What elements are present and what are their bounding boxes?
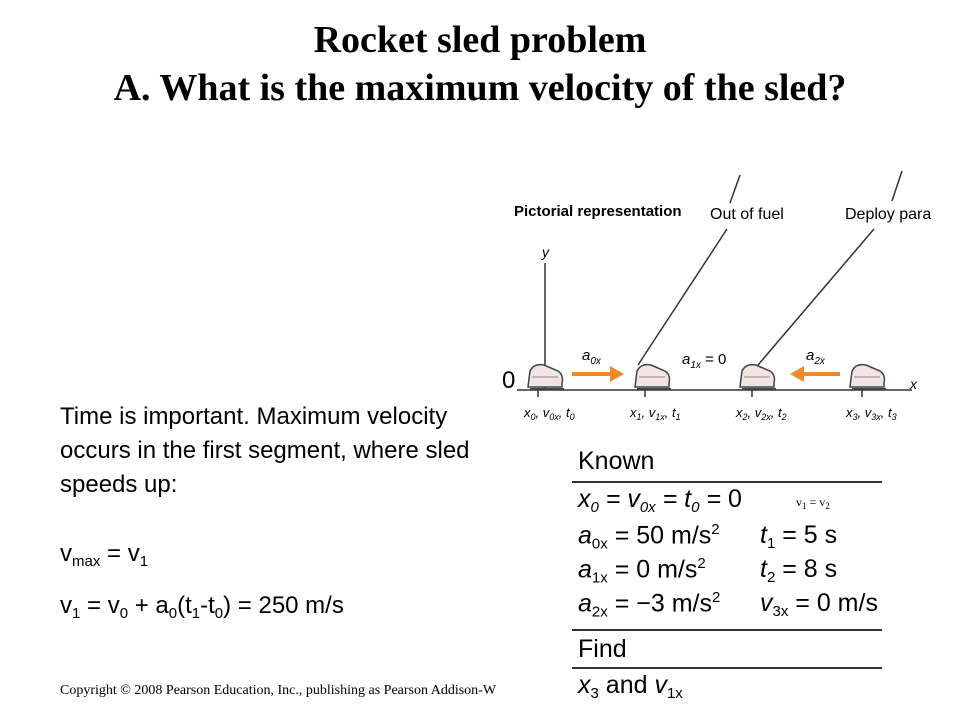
point-label-2: $x_2$, $v_{2x}$, $t_2$ [736,405,787,422]
point-label-1: $x_1$, $v_{1x}$, $t_1$ [630,405,681,422]
find-heading: Find [578,635,627,663]
origin-zero-label: 0 [502,367,516,394]
accel-label-2: $a_{2x}$ [806,347,825,367]
find-divider [572,667,882,669]
explanation-paragraph: Time is important. Maximum velocity occurs in the first segment, where sled speeds up: [60,403,470,498]
known-divider [572,481,882,483]
x-axis-label: x [910,376,917,392]
sled-icon-3 [850,365,886,389]
equation-vmax: $v_{max} = v_1$ [60,540,149,570]
callout-line-deploy [758,229,874,365]
slide-subtitle-question: A. What is the maximum velocity of the sled? [113,67,847,109]
out-of-fuel-label: Out of fuel [710,206,784,223]
note-v1-equals-v2: $v_1 = v_2$ [796,495,830,511]
pictorial-representation-diagram [490,165,932,437]
accel-arrow-right [572,366,624,382]
accel-label-1: $a_{1x} = 0$ [682,351,727,371]
known-heading: Known [578,447,655,475]
sled-icon-2 [740,365,776,389]
known-row-a1x: $a_{1x} = 0$ $m/s^2$ $t_2 = 8$ s [578,555,838,587]
slide-title: Rocket sled problem [313,19,647,61]
equation-v1: $v_1 = v_0 + a_0(t_1-t_0) = 250$ m/s [60,592,344,622]
accel-label-0: $a_{0x}$ [582,347,601,367]
find-row: $x_3$ and $v_{1x}$ [578,671,683,702]
y-axis-label: y [542,244,549,260]
callout-line-top-1 [730,175,740,203]
callout-line-top-2 [892,171,902,201]
sled-icon-0 [528,365,564,389]
diagram-heading: Pictorial representation [514,203,682,220]
known-find-table [572,443,888,708]
known-row-a2x: $a_{2x} = -3$ $m/s^2$ $v_{3x} = 0$ m/s [578,589,878,621]
find-divider-top [572,629,882,631]
callout-line-out-of-fuel [638,229,727,365]
copyright-footer: Copyright © 2008 Pearson Education, Inc., publishing as Pearson Addison-W [60,683,497,698]
deploy-parachute-label: Deploy para [845,206,932,223]
sled-icon-1 [635,365,671,389]
accel-arrow-left [790,366,840,382]
known-row-initial: $x_0 = v_{0x} = t_0 = 0$ [578,485,742,516]
known-row-a0x: $a_{0x} = 50$ $m/s^2$ $t_1 = 5$ s [578,521,838,553]
point-label-0: $x_0$, $v_{0x}$, $t_0$ [524,405,575,422]
point-label-3: $x_3$, $v_{3x}$, $t_3$ [846,405,897,422]
